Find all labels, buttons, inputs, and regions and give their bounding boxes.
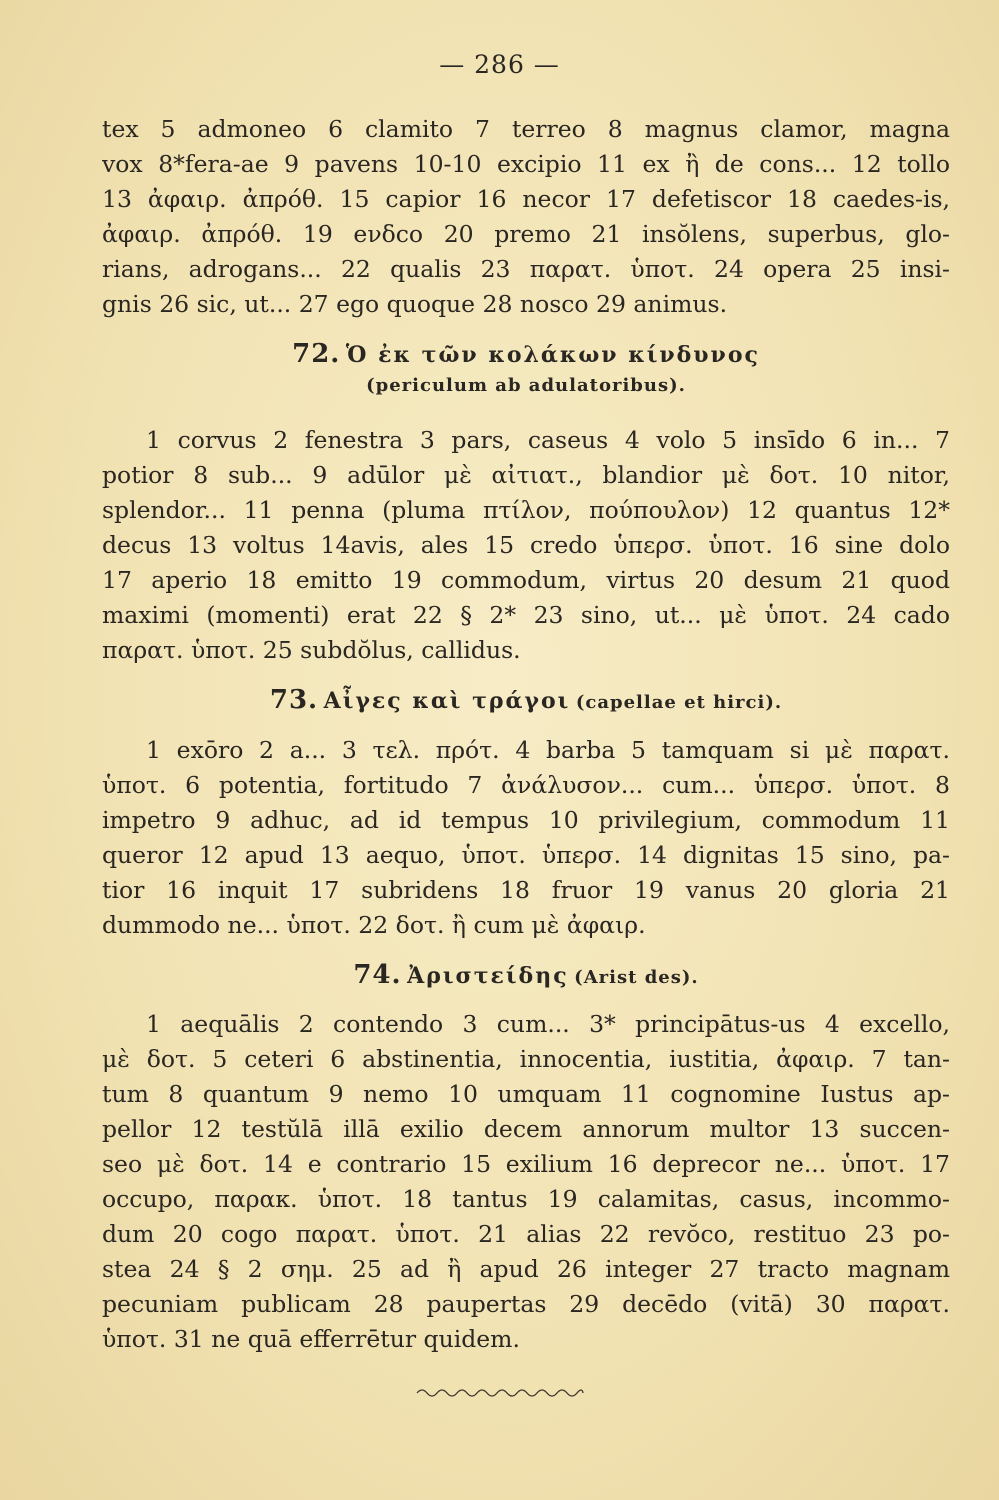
text-line: pellor 12 testŭlā illā exilio decem annorum multor 13 succen- bbox=[102, 1115, 950, 1143]
text-line: tex 5 admoneo 6 clamito 7 terreo 8 magnus clamor, magna bbox=[102, 115, 950, 143]
text-line: dum 20 cogo παρατ. ὑποτ. 21 alias 22 revŏco, restituo 23 po- bbox=[102, 1220, 950, 1248]
text-line: seo μὲ δοτ. 14 e contrario 15 exilium 16 deprecor ne... ὑποτ. 17 bbox=[102, 1150, 950, 1178]
text-line: gnis 26 sic, ut... 27 ego quoque 28 nosco 29 animus. bbox=[102, 290, 728, 318]
text-line: ὑποτ. 31 ne quā efferrētur quidem. bbox=[102, 1325, 520, 1353]
text-line: dummodo ne... ὑποτ. 22 δοτ. ἢ cum μὲ ἀφαιρ. bbox=[102, 911, 646, 939]
section-72-body bbox=[102, 423, 950, 668]
text-line: tum 8 quantum 9 nemo 10 umquam 11 cognomine Iustus ap- bbox=[102, 1080, 950, 1108]
text-line: rians, adrogans... 22 qualis 23 παρατ. ὑποτ. 24 opera 25 insi- bbox=[102, 255, 950, 283]
section-72-heading bbox=[102, 337, 950, 401]
wavy-ornament bbox=[0, 1385, 999, 1405]
section-74-heading bbox=[102, 958, 950, 992]
section-number: 74. bbox=[353, 960, 402, 990]
section-title-greek: Αἶγες καὶ τράγοι bbox=[323, 688, 571, 714]
text-line: 1 corvus 2 fenestra 3 pars, caseus 4 volo 5 insīdo 6 in... 7 bbox=[146, 426, 950, 454]
section-number: 72. bbox=[292, 339, 341, 369]
section-number: 73. bbox=[269, 685, 319, 715]
text-line: 13 ἀφαιρ. ἀπρόθ. 15 capior 16 necor 17 defetiscor 18 caedes-is, bbox=[102, 185, 950, 213]
text-line: μὲ δοτ. 5 ceteri 6 abstinentia, innocentia, iustitia, ἀφαιρ. 7 tan- bbox=[102, 1045, 950, 1073]
section-title-greek: Ὁ ἐκ τῶν κολάκων κίνδυνος bbox=[345, 342, 760, 368]
section-title-latin: (capellae et hirci). bbox=[575, 692, 783, 713]
text-line: pecuniam publicam 28 paupertas 29 decēdo (vitā) 30 παρατ. bbox=[102, 1290, 950, 1318]
text-line: 17 aperio 18 emitto 19 commodum, virtus 20 desum 21 quod bbox=[102, 566, 950, 594]
text-line: maximi (momenti) erat 22 § 2* 23 sino, ut... μὲ ὑποτ. 24 cado bbox=[102, 601, 950, 629]
text-line: splendor... 11 penna (pluma πτίλον, πούπουλον) 12 quantus 12* bbox=[102, 496, 950, 524]
section-title-greek: Ἀριστείδης bbox=[407, 963, 569, 989]
text-line: occupo, παρακ. ὑποτ. 18 tantus 19 calamitas, casus, incommo- bbox=[102, 1185, 950, 1213]
text-line: 1 aequālis 2 contendo 3 cum... 3* principātus-us 4 excello, bbox=[146, 1010, 950, 1038]
page-number: — 286 — bbox=[439, 50, 560, 79]
text-line: queror 12 apud 13 aequo, ὑποτ. ὑπερσ. 14 dignitas 15 sino, pa- bbox=[102, 841, 950, 869]
text-line: decus 13 voltus 14avis, ales 15 credo ὑπερσ. ὑποτ. 16 sine dolo bbox=[102, 531, 950, 559]
section-title-latin: (Arist des). bbox=[574, 967, 699, 988]
text-line: ἀφαιρ. ἀπρόθ. 19 eνδco 20 premo 21 insŏlens, superbus, glo- bbox=[102, 220, 950, 248]
text-line: tior 16 inquit 17 subridens 18 fruor 19 vanus 20 gloria 21 bbox=[102, 876, 950, 904]
text-line: stea 24 § 2 σημ. 25 ad ἢ apud 26 integer 27 tracto magnam bbox=[102, 1255, 950, 1283]
text-line: παρατ. ὑποτ. 25 subdŏlus, callidus. bbox=[102, 636, 521, 664]
section-74-body bbox=[102, 1007, 950, 1357]
text-line: impetro 9 adhuc, ad id tempus 10 privilegium, commodum 11 bbox=[102, 806, 950, 834]
section-subtitle: (periculum ab adulatoribus). bbox=[366, 375, 686, 396]
text-line: potior 8 sub... 9 adūlor μὲ αἰτιατ., blandior μὲ δοτ. 10 nitor, bbox=[102, 461, 950, 489]
section-73-heading bbox=[102, 683, 950, 717]
text-line: vox 8*fera-ae 9 pavens 10-10 excipio 11 ex ἢ de cons... 12 tollo bbox=[102, 150, 950, 178]
section-73-body bbox=[102, 733, 950, 943]
text-line: ὑποτ. 6 potentia, fortitudo 7 ἀνάλυσον... cum... ὑπερσ. ὑποτ. 8 bbox=[102, 771, 950, 799]
text-line: 1 exōro 2 a... 3 τελ. πρότ. 4 barba 5 tamquam si μὲ παρατ. bbox=[146, 736, 950, 764]
intro-paragraph bbox=[102, 112, 950, 322]
